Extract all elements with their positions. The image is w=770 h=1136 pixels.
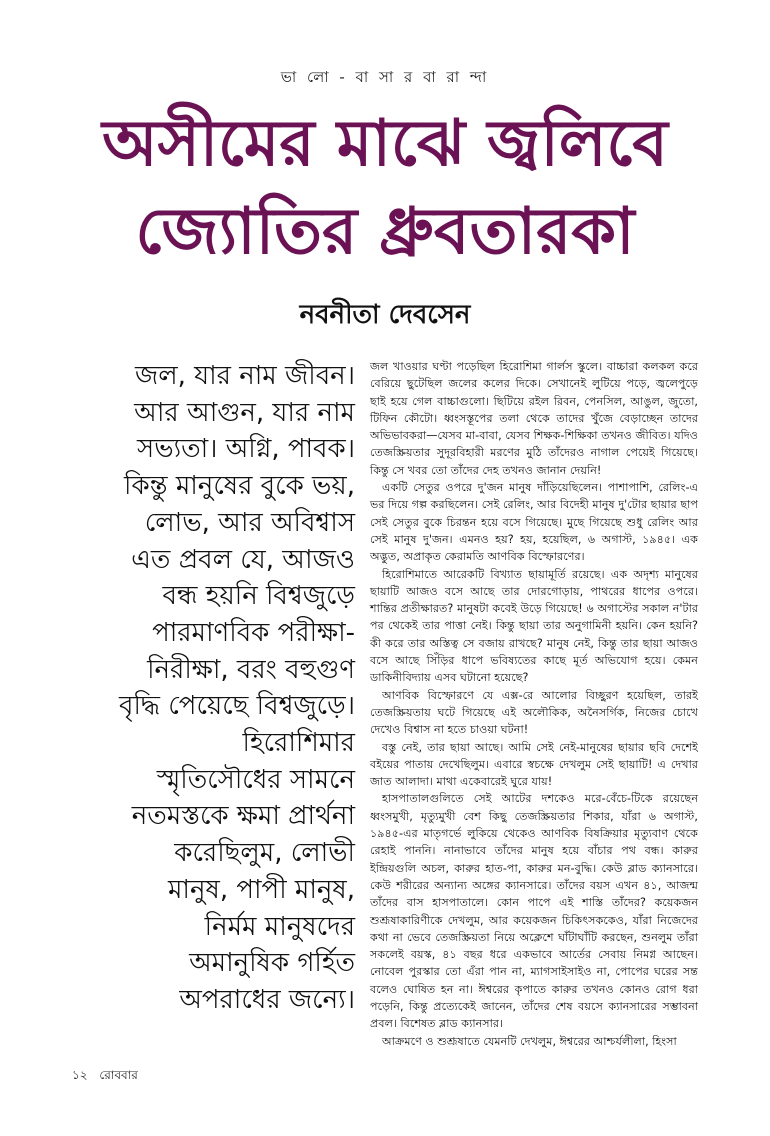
pull-quote-line: নির্মম মানুষদের — [204, 911, 355, 942]
pull-quote-line: বন্ধ হয়নি বিশ্বজুড়ে — [162, 581, 355, 612]
article-paragraph: একটি সেতুর ওপরে দু'জন মানুষ দাঁড়িয়েছিলেন। পাশাপাশি, রেলিং-এ ভর দিয়ে গল্প করছিলেন। সেই রেলিং, আর বিদেহী মানুষ দু'টোর ছায়ার ছাপ সেই সেতুর বুকে চিরন্তন হয়ে বসে গিয়েছে। মুছে গিয়েছে শুধু রেলিং আর সেই মানুষ দু'জন। এমনও হয়? হয়, হয়েছিল, ৬ অগাস্ট, ১৯৪৫। এক অদ্ভুত, অপ্রাকৃত কেরামতি আণবিক বিস্ফোরণের। — [370, 481, 698, 564]
pull-quote-line: হিরোশিমার — [242, 728, 355, 759]
publication-name: রোববার — [99, 1068, 138, 1082]
headline-line-1: অসীমের মাঝে জ্বলিবে — [102, 106, 668, 181]
article-paragraph: হিরোশিমাতে আরেকটি বিখ্যাত ছায়ামূর্তি রয়েছে। এক অদৃশ্য মানুষের ছায়াটি আজও বসে আছে তার দোরগোড়ায়, পাথরের ধাপের ওপরে। শান্তির প্রতীক্ষারত? মানুষটা কবেই উড়ে গিয়েছে! ৬ অগাস্টের সকাল ন'টার পর থেকেই তার পাত্তা নেই। কিন্তু ছায়া তার অনুগামিনী হয়নি। কেন হয়নি? কী করে তার অস্তিত্ব সে বজায় রাখছে? মানুষ নেই, কিন্তু তার ছায়া আজও বসে আছে সিঁড়ির ধাপে ভবিষ্যতের কাছে মূর্ত অভিযোগ হয়ে। কেমন ডাকিনীবিদ্যায় এসব ঘটানো হয়েছে? — [370, 567, 698, 685]
pull-quote-line: সভ্যতা। অগ্নি, পাবক। — [137, 434, 355, 465]
pull-quote-line: জল, যার নাম জীবন। — [135, 361, 355, 391]
pull-quote-line: লোভ, আর অবিশ্বাস — [144, 507, 355, 538]
pull-quote-line: পারমাণবিক পরীক্ষা- — [152, 617, 355, 648]
article-paragraph: আণবিক বিস্ফোরণে যে এক্স-রে আলোর বিচ্ছুরণ হয়েছিল, তারই তেজস্ক্রিয়তায় ঘটে গিয়েছে এই অলৌকিক, অনৈসর্গিক, নিজের চোখে দেখেও বিশ্বাস না হতে চাওয়া ঘটনা! — [370, 688, 698, 737]
article-paragraph: হাসপাতালগুলিতে সেই আটের দশকেও মরে-বেঁচে-টিকে রয়েছেন ধ্বংসমুখী, মৃত্যুমুখী বেশ কিছু তেজস্ক্রিয়তার শিকার, যাঁরা ৬ অগাস্ট, ১৯৪৫-এর মাতৃগর্ভে লুকিয়ে থেকেও আণবিক বিষক্রিয়ার মৃত্যুবাণ থেকে রেহাই পাননি। নানাভাবে তাঁদের মানুষ হয়ে বাঁচার পথ বন্ধ। কারুর ইন্দ্রিয়গুলি অচল, কারুর হাত-পা, কারুর মন-বুদ্ধি। কেউ ব্লাড ক্যানসারে। কেউ শরীরের অন্যান্য অঙ্গের ক্যানসারে। তাঁদের বয়স এখন ৪১, আজন্ম তাঁদের বাস হাসপাতালে। কোন পাপে এই শাস্তি তাঁদের? কয়েকজন শুশ্রূষাকারিণীকে দেখলুম, আর কয়েকজন চিকিৎসককেও, যাঁরা নিজেদের কথা না ভেবে তেজস্ক্রিয়তা নিয়ে অক্লেশে ঘাঁটাঘাঁটি করছেন, শুনলুম তাঁরা সকলেই বয়স্ক, ৪১ বছর ধরে একভাবে আর্তের সেবায় নিমগ্ন আছেন। নোবেল পুরস্কার তো এঁরা পান না, ম্যাগসাইসাইও না, পোপের ঘরের সন্ত বলেও ঘোষিত হন না। ঈশ্বরের কৃপাতে কারুর তখনও কোনও রোগ ধরা পড়েনি, কিন্তু প্রত্যেকেই জানেন, তাঁদের শেষ বয়সে ক্যানসারের সম্ভাবনা প্রবল। বিশেষত ব্লাড ক্যানসার। — [370, 792, 698, 1031]
pull-quote-line: স্মৃতিসৌধের সামনে — [156, 764, 355, 795]
pull-quote-line: নতমস্তকে ক্ষমা প্রার্থনা — [131, 801, 355, 832]
pull-quote-line: করেছিলুম, লোভী — [174, 838, 355, 869]
page-footer — [72, 1067, 138, 1087]
article-paragraph: আক্রমণে ও শুশ্রূষাতে যেমনটি দেখলুম, ঈশ্বরের আশ্চর্যলীলা, হিংসা — [382, 1034, 677, 1048]
pull-quote-line: মানুষ, পাপী মানুষ, — [168, 874, 355, 905]
section-label: ভা লো - বা সা র বা রা ন্দা — [280, 68, 490, 86]
pull-quote-line: বৃদ্ধি পেয়েছে বিশ্বজুড়ে। — [119, 691, 355, 722]
pull-quote-line: অপরাধের জন্যে। — [179, 984, 355, 1015]
pull-quote-line: এত প্রবল যে, আজও — [131, 544, 355, 575]
article-paragraph: জল খাওয়ার ঘণ্টা পড়েছিল হিরোশিমা গার্লস স্কুলে। বাচ্চারা কলকল করে বেরিয়ে ছুটেছিল জলের কলের দিকে। সেখানেই লুটিয়ে পড়ে, জ্বলেপুড়ে ছাই হয়ে গেল বাচ্চাগুলো। ছিটিয়ে রইল রিবন, পেনসিল, আঙুল, জুতো, টিফিন কৌটো। ধ্বংসস্তূপের তলা থেকে তাদের খুঁজে বেড়াচ্ছেন তাদের অভিভাবকরা—যেসব মা-বাবা, যেসব শিক্ষক-শিক্ষিকা তখনও জীবিত। যদিও তেজস্ক্রিয়তার সুদূরবিহারী মরণের মুঠি তাঁদেরও নাগাল পেয়েই গিয়েছে। কিন্তু সে খবর তো তাঁদের দেহ তখনও জানান দেয়নি! — [370, 360, 698, 477]
pull-quote-line: আর আগুন, যার নাম — [134, 397, 355, 428]
pull-quote-line: কিন্তু মানুষের বুকে ভয়, — [124, 471, 355, 502]
article-body — [370, 358, 698, 1050]
headline-line-2: জ্যোতির ধ্রুবতারকা — [135, 194, 635, 269]
author-byline: নবনীতা দেবসেন — [299, 300, 471, 330]
pull-quote — [70, 358, 355, 1019]
pull-quote-line: নিরীক্ষা, বরং বহুগুণ — [147, 654, 355, 685]
article-paragraph: বস্তু নেই, তার ছায়া আছে। আমি সেই নেই-মানুষের ছায়ার ছবি দেশেই বইয়ের পাতায় দেখেছিলুম। এবারে স্বচক্ষে দেখলুম সেই ছায়াটি! এ দেখার জাত আলাদা। মাথা একেবারেই ঘুরে যায়! — [370, 740, 698, 789]
pull-quote-line: অমানুষিক গর্হিত — [189, 948, 355, 979]
page-number: ১২ — [72, 1068, 88, 1082]
